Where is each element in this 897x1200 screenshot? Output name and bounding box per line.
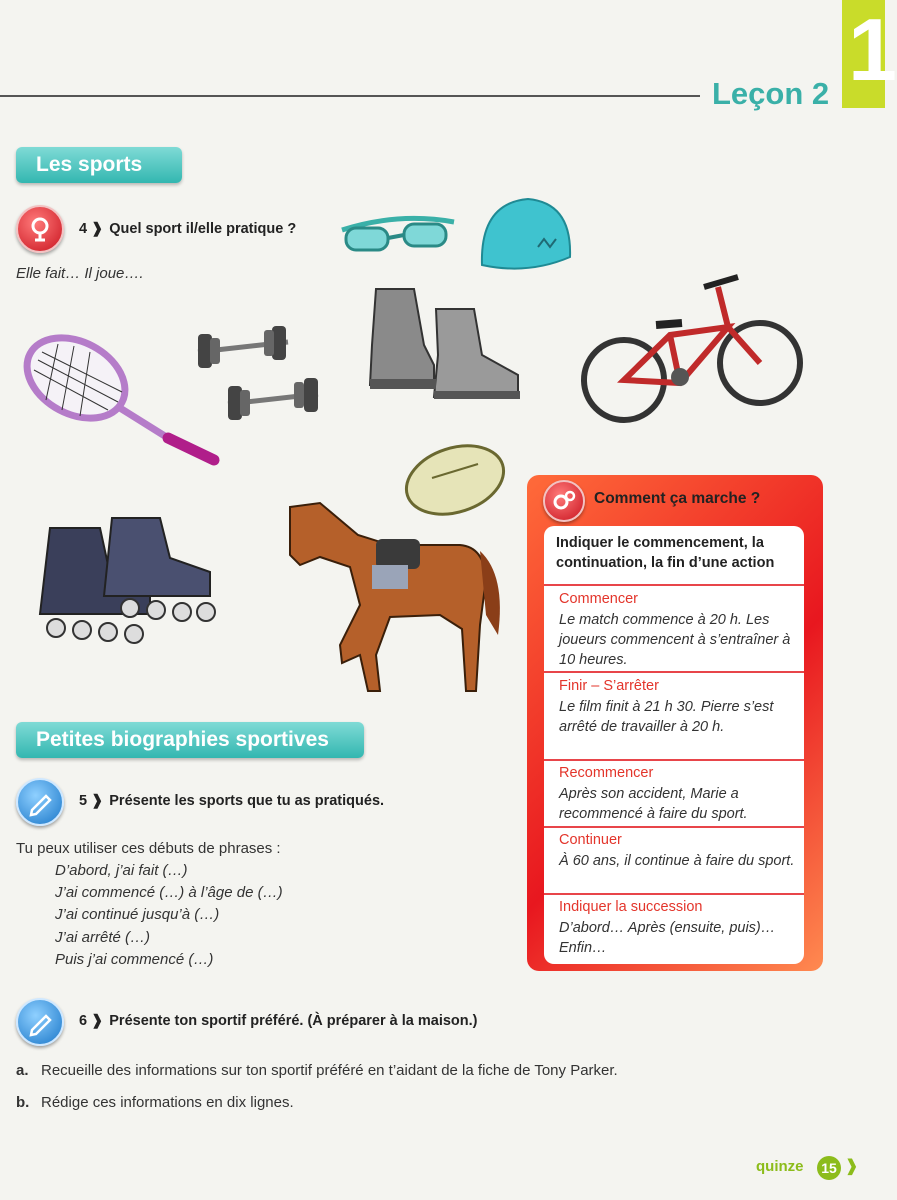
grammar-example-finir: Le film finit à 21 h 30. Pierre s’est arrêté de travailler à 20 h. (559, 699, 774, 735)
page-number: 15 (817, 1156, 841, 1180)
starter-item: J’ai commencé (…) à l’âge de (…) (55, 884, 283, 901)
unit-number: 1 (848, 0, 897, 99)
grammar-label-continuer: Continuer (559, 832, 622, 848)
exercise-5-number: 5 ❱ (79, 793, 104, 809)
grammar-title: Comment ça marche ? (594, 490, 761, 507)
exercise-4 (79, 221, 296, 237)
page-word: quinze (756, 1158, 804, 1175)
starter-item: J’ai continué jusqu’à (…) (55, 906, 220, 923)
grammar-label-commencer: Commencer (559, 591, 638, 607)
bicycle-icon (578, 265, 806, 425)
grammar-divider (544, 893, 804, 895)
section-title-biographies: Petites biographies sportives (16, 722, 364, 758)
item-a-label: a. (16, 1062, 29, 1079)
grammar-divider (544, 671, 804, 673)
starters-intro: Tu peux utiliser ces débuts de phrases : (16, 840, 281, 857)
starter-item: J’ai arrêté (…) (55, 929, 151, 946)
swim-goggles-icon (338, 208, 458, 258)
starter-item: Puis j’ai commencé (…) (55, 951, 214, 968)
item-b-label: b. (16, 1094, 30, 1111)
writing-icon (16, 778, 64, 826)
grammar-intro: Indiquer le commencement, la continuation, la fin d’une action (556, 535, 775, 571)
grammar-divider (544, 826, 804, 828)
exercise-6-text: Présente ton sportif préféré. (À préparer à la maison.) (109, 1013, 478, 1029)
hiking-boots-icon (362, 285, 522, 400)
chevron-right-icon: ❱ (845, 1158, 859, 1175)
grammar-label-recommencer: Recommencer (559, 765, 654, 781)
header-rule (0, 95, 700, 97)
exercise-5 (79, 793, 384, 809)
gears-icon (543, 480, 585, 522)
exercise-6-number: 6 ❱ (79, 1013, 104, 1029)
grammar-example-recommencer: Après son accident, Marie a recommencé à faire du sport. (559, 786, 748, 822)
writing-icon (16, 998, 64, 1046)
horse-icon (280, 495, 510, 700)
exercise-4-text: Quel sport il/elle pratique ? (109, 221, 297, 237)
item-b-text: Rédige ces informations en dix lignes. (41, 1094, 294, 1111)
starter-item: D’abord, j’ai fait (…) (55, 862, 188, 879)
grammar-divider (544, 759, 804, 761)
grammar-label-finir: Finir – S’arrêter (559, 678, 659, 694)
grammar-example-succession: D’abord… Après (ensuite, puis)… Enfin… (559, 920, 776, 956)
dumbbells-icon (188, 320, 328, 430)
exercise-4-number: 4 ❱ (79, 221, 104, 237)
exercise-5-text: Présente les sports que tu as pratiqués. (109, 793, 385, 809)
grammar-example-continuer: À 60 ans, il continue à faire du sport. (559, 853, 795, 869)
speaking-icon (16, 205, 64, 253)
grammar-divider (544, 584, 804, 586)
exercise-6 (79, 1013, 478, 1029)
grammar-label-succession: Indiquer la succession (559, 899, 703, 915)
roller-skates-icon (20, 518, 225, 648)
swim-cap-icon (478, 195, 574, 273)
exercise-4-hint: Elle fait… Il joue…. (16, 265, 144, 282)
grammar-example-commencer: Le match commence à 20 h. Les joueurs commencent à s’entraîner à 10 heures. (559, 612, 791, 668)
item-a-text: Recueille des informations sur ton sportif préféré en t’aidant de la fiche de Tony Parker. (41, 1062, 618, 1079)
lesson-title: Leçon 2 (712, 76, 830, 111)
section-title-sports: Les sports (16, 147, 182, 183)
